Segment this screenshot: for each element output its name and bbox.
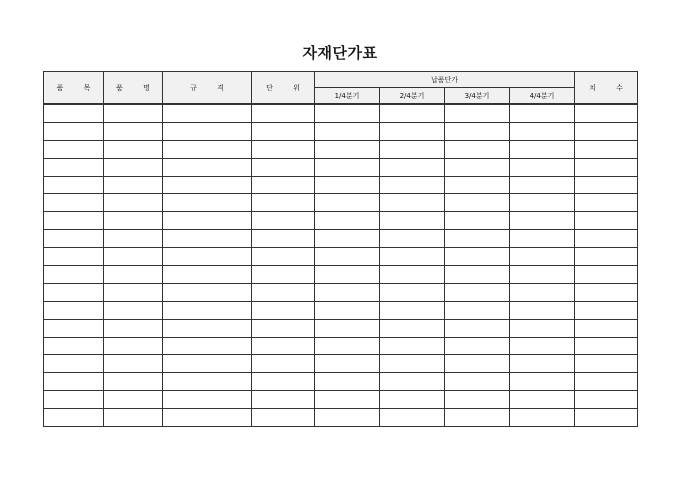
- table-cell[interactable]: [380, 373, 445, 391]
- table-cell[interactable]: [510, 248, 575, 266]
- table-cell[interactable]: [510, 194, 575, 212]
- table-cell[interactable]: [445, 104, 510, 122]
- table-cell[interactable]: [315, 140, 380, 158]
- table-cell[interactable]: [104, 337, 163, 355]
- table-cell[interactable]: [252, 266, 315, 284]
- table-cell[interactable]: [575, 319, 638, 337]
- header-dimensions: [575, 72, 638, 105]
- table-cell[interactable]: [104, 212, 163, 230]
- table-row: [44, 194, 638, 212]
- header-spec: [163, 72, 252, 105]
- table-cell[interactable]: [315, 104, 380, 122]
- table-cell[interactable]: [315, 248, 380, 266]
- table-row: [44, 266, 638, 284]
- table-cell[interactable]: [445, 391, 510, 409]
- table-row: [44, 337, 638, 355]
- table-cell[interactable]: [44, 391, 104, 409]
- table-cell[interactable]: [104, 266, 163, 284]
- table-cell[interactable]: [163, 158, 252, 176]
- table-cell[interactable]: [510, 230, 575, 248]
- table-cell[interactable]: [44, 266, 104, 284]
- header-quarter-1: 1/4분기: [315, 88, 380, 105]
- table-cell[interactable]: [252, 337, 315, 355]
- table-cell[interactable]: [315, 158, 380, 176]
- table-row: [44, 230, 638, 248]
- table-cell[interactable]: [315, 337, 380, 355]
- table-cell[interactable]: [104, 248, 163, 266]
- table-row: [44, 409, 638, 427]
- table-cell[interactable]: [104, 391, 163, 409]
- table-row: [44, 373, 638, 391]
- table-cell[interactable]: [252, 319, 315, 337]
- table-cell[interactable]: [252, 301, 315, 319]
- header-unit-label: 단 위: [266, 83, 309, 92]
- table-cell[interactable]: [252, 248, 315, 266]
- table-cell[interactable]: [104, 373, 163, 391]
- table-cell[interactable]: [104, 140, 163, 158]
- table-cell[interactable]: [575, 158, 638, 176]
- table-cell[interactable]: [163, 391, 252, 409]
- table-cell[interactable]: [510, 301, 575, 319]
- table-cell[interactable]: [380, 212, 445, 230]
- table-cell[interactable]: [510, 122, 575, 140]
- table-cell[interactable]: [575, 373, 638, 391]
- table-cell[interactable]: [380, 266, 445, 284]
- table-cell[interactable]: [104, 319, 163, 337]
- table-cell[interactable]: [44, 301, 104, 319]
- table-cell[interactable]: [163, 122, 252, 140]
- table-cell[interactable]: [163, 248, 252, 266]
- table-cell[interactable]: [510, 104, 575, 122]
- table-cell[interactable]: [575, 176, 638, 194]
- table-cell[interactable]: [380, 283, 445, 301]
- table-cell[interactable]: [445, 373, 510, 391]
- table-cell[interactable]: [380, 140, 445, 158]
- table-cell[interactable]: [575, 409, 638, 427]
- header-quarter-3: 3/4분기: [445, 88, 510, 105]
- table-row: [44, 301, 638, 319]
- table-cell[interactable]: [445, 212, 510, 230]
- table-cell[interactable]: [510, 283, 575, 301]
- table-cell[interactable]: [44, 373, 104, 391]
- table-cell[interactable]: [163, 319, 252, 337]
- table-cell[interactable]: [510, 409, 575, 427]
- table-cell[interactable]: [510, 212, 575, 230]
- header-quarter-2: 2/4분기: [380, 88, 445, 105]
- table-cell[interactable]: [380, 122, 445, 140]
- table-cell[interactable]: [163, 176, 252, 194]
- table-cell[interactable]: [380, 355, 445, 373]
- table-cell[interactable]: [315, 391, 380, 409]
- table-cell[interactable]: [380, 391, 445, 409]
- table-row: [44, 122, 638, 140]
- header-dimensions-label: 치 수: [589, 83, 632, 92]
- table-cell[interactable]: [380, 248, 445, 266]
- table-cell[interactable]: [315, 194, 380, 212]
- table-cell[interactable]: [575, 194, 638, 212]
- table-cell[interactable]: [44, 337, 104, 355]
- table-cell[interactable]: [510, 337, 575, 355]
- table-cell[interactable]: [315, 373, 380, 391]
- price-table: [43, 71, 638, 427]
- table-cell[interactable]: [44, 248, 104, 266]
- header-spec-label: 규 격: [190, 83, 233, 92]
- table-cell[interactable]: [104, 104, 163, 122]
- table-cell[interactable]: [445, 248, 510, 266]
- table-cell[interactable]: [575, 355, 638, 373]
- table-cell[interactable]: [252, 355, 315, 373]
- table-cell[interactable]: [445, 140, 510, 158]
- table-cell[interactable]: [44, 212, 104, 230]
- table-cell[interactable]: [163, 373, 252, 391]
- table-row: [44, 176, 638, 194]
- table-cell[interactable]: [252, 409, 315, 427]
- table-cell[interactable]: [315, 176, 380, 194]
- table-cell[interactable]: [510, 373, 575, 391]
- table-cell[interactable]: [252, 212, 315, 230]
- table-cell[interactable]: [380, 319, 445, 337]
- table-row: [44, 248, 638, 266]
- table-cell[interactable]: [445, 409, 510, 427]
- header-name: [104, 72, 163, 105]
- table-header: [44, 72, 638, 105]
- table-cell[interactable]: [163, 140, 252, 158]
- table-cell[interactable]: [252, 230, 315, 248]
- table-cell[interactable]: [104, 409, 163, 427]
- table-cell[interactable]: [510, 391, 575, 409]
- table-cell[interactable]: [44, 409, 104, 427]
- table-cell[interactable]: [510, 319, 575, 337]
- header-quarter-4: 4/4분기: [510, 88, 575, 105]
- table-cell[interactable]: [252, 104, 315, 122]
- table-cell[interactable]: [315, 355, 380, 373]
- table-cell[interactable]: [44, 230, 104, 248]
- table-cell[interactable]: [380, 409, 445, 427]
- table-cell[interactable]: [445, 122, 510, 140]
- table-cell[interactable]: [252, 283, 315, 301]
- table-cell[interactable]: [445, 176, 510, 194]
- table-row: [44, 391, 638, 409]
- table-cell[interactable]: [315, 409, 380, 427]
- table-cell[interactable]: [445, 355, 510, 373]
- table-cell[interactable]: [510, 176, 575, 194]
- table-cell[interactable]: [44, 158, 104, 176]
- table-cell[interactable]: [575, 337, 638, 355]
- table-cell[interactable]: [380, 301, 445, 319]
- table-cell[interactable]: [315, 266, 380, 284]
- table-row: [44, 212, 638, 230]
- page-title: 자재단가표: [302, 44, 378, 62]
- table-cell[interactable]: [510, 266, 575, 284]
- table-cell[interactable]: [575, 104, 638, 122]
- table-cell[interactable]: [163, 230, 252, 248]
- table-cell[interactable]: [44, 176, 104, 194]
- table-cell[interactable]: [575, 230, 638, 248]
- table-cell[interactable]: [380, 194, 445, 212]
- table-cell[interactable]: [315, 230, 380, 248]
- table-cell[interactable]: [315, 301, 380, 319]
- table-cell[interactable]: [445, 158, 510, 176]
- table-cell[interactable]: [510, 158, 575, 176]
- table-cell[interactable]: [44, 122, 104, 140]
- table-row: [44, 319, 638, 337]
- table-cell[interactable]: [104, 355, 163, 373]
- table-cell[interactable]: [252, 158, 315, 176]
- table-cell[interactable]: [163, 266, 252, 284]
- table-row: [44, 283, 638, 301]
- header-unit: [252, 72, 315, 105]
- table-cell[interactable]: [252, 176, 315, 194]
- table-row: [44, 140, 638, 158]
- table-cell[interactable]: [163, 301, 252, 319]
- table-cell[interactable]: [104, 158, 163, 176]
- table-cell[interactable]: [445, 194, 510, 212]
- table-row: [44, 158, 638, 176]
- table-cell[interactable]: [104, 283, 163, 301]
- table-cell[interactable]: [575, 266, 638, 284]
- table-cell[interactable]: [445, 283, 510, 301]
- table-cell[interactable]: [380, 176, 445, 194]
- table-cell[interactable]: [315, 122, 380, 140]
- table-cell[interactable]: [380, 337, 445, 355]
- table-cell[interactable]: [163, 355, 252, 373]
- table-cell[interactable]: [575, 391, 638, 409]
- table-cell[interactable]: [163, 212, 252, 230]
- table-cell[interactable]: [445, 319, 510, 337]
- table-cell[interactable]: [44, 194, 104, 212]
- header-category: [44, 72, 104, 105]
- table-cell[interactable]: [44, 355, 104, 373]
- header-category-label: 품 목: [56, 83, 100, 92]
- table-cell[interactable]: [315, 283, 380, 301]
- table-cell[interactable]: [510, 140, 575, 158]
- table-cell[interactable]: [252, 194, 315, 212]
- table-cell[interactable]: [575, 283, 638, 301]
- table-cell[interactable]: [575, 122, 638, 140]
- table-cell[interactable]: [252, 140, 315, 158]
- table-cell[interactable]: [44, 104, 104, 122]
- table-cell[interactable]: [44, 283, 104, 301]
- table-cell[interactable]: [104, 301, 163, 319]
- table-cell[interactable]: [252, 373, 315, 391]
- table-cell[interactable]: [44, 319, 104, 337]
- table-cell[interactable]: [445, 230, 510, 248]
- table-row: [44, 104, 638, 122]
- table-cell[interactable]: [315, 319, 380, 337]
- table-cell[interactable]: [575, 248, 638, 266]
- header-row: [44, 72, 638, 88]
- table-cell[interactable]: [315, 212, 380, 230]
- table-cell[interactable]: [445, 337, 510, 355]
- table-cell[interactable]: [252, 391, 315, 409]
- table-cell[interactable]: [163, 104, 252, 122]
- header-name-label: 품 명: [116, 83, 159, 92]
- table-cell[interactable]: [104, 122, 163, 140]
- table-cell[interactable]: [104, 194, 163, 212]
- table-cell[interactable]: [575, 212, 638, 230]
- table-cell[interactable]: [575, 301, 638, 319]
- table-body: [44, 104, 638, 427]
- table-cell[interactable]: [380, 104, 445, 122]
- table-cell[interactable]: [380, 158, 445, 176]
- table-cell[interactable]: [104, 230, 163, 248]
- table-cell[interactable]: [445, 301, 510, 319]
- table-cell[interactable]: [380, 230, 445, 248]
- table-cell[interactable]: [104, 176, 163, 194]
- table-cell[interactable]: [252, 122, 315, 140]
- table-cell[interactable]: [163, 283, 252, 301]
- table-cell[interactable]: [44, 140, 104, 158]
- header-unit-price-group: 납품단가: [315, 72, 575, 88]
- table-cell[interactable]: [163, 194, 252, 212]
- table-cell[interactable]: [163, 409, 252, 427]
- table-row: [44, 355, 638, 373]
- table-cell[interactable]: [510, 355, 575, 373]
- table-cell[interactable]: [575, 140, 638, 158]
- table-cell[interactable]: [163, 337, 252, 355]
- table-cell[interactable]: [445, 266, 510, 284]
